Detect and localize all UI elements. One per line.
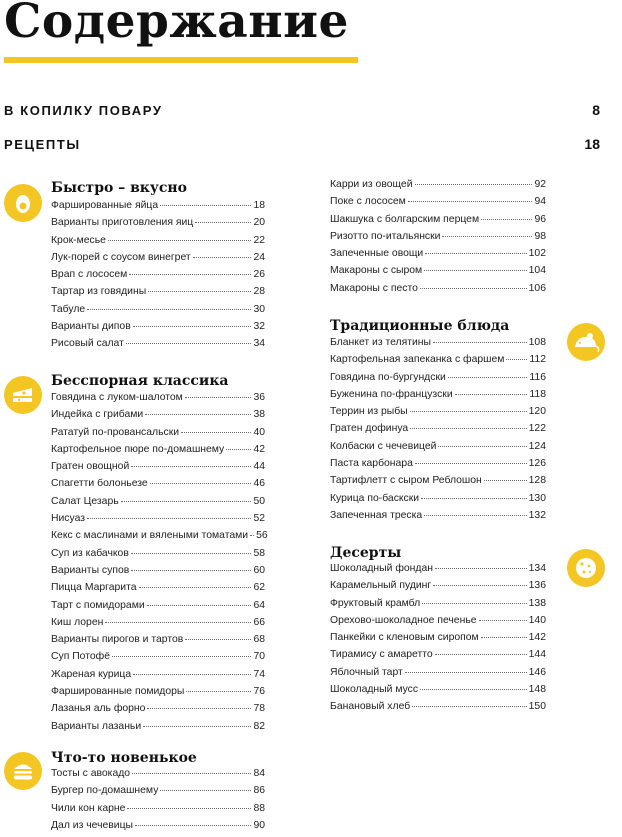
entry-page-number: 64 <box>253 599 265 611</box>
toc-entry[interactable] <box>51 478 265 495</box>
dot-leader <box>150 483 252 484</box>
entry-page-number: 56 <box>256 530 268 542</box>
dot-leader <box>425 253 526 254</box>
toc-entry[interactable] <box>51 200 265 217</box>
dot-leader <box>185 639 251 640</box>
entry-page-number: 68 <box>253 634 265 646</box>
dot-leader <box>424 270 526 271</box>
section-title-traditional: Традиционные блюда <box>330 318 510 334</box>
dot-leader <box>420 288 527 289</box>
section-title-classics: Бесспорная классика <box>51 373 229 389</box>
entry-title: Карри из овощей <box>330 179 413 190</box>
dot-leader <box>455 394 528 395</box>
toc-entry[interactable] <box>51 803 265 820</box>
entry-page-number: 38 <box>253 409 265 421</box>
entry-page-number: 20 <box>253 217 265 229</box>
entry-title: Карамельный пудинг <box>330 580 432 592</box>
entry-page-number: 50 <box>253 495 265 507</box>
entry-title: Курица по-баскски <box>330 492 420 504</box>
dot-leader <box>135 825 251 826</box>
entry-page-number: 52 <box>253 513 265 525</box>
toc-entry[interactable] <box>330 580 546 597</box>
section-list-continued <box>330 179 546 300</box>
entry-page-number: 136 <box>528 580 546 592</box>
dot-leader <box>484 480 527 481</box>
toc-entry[interactable] <box>330 196 546 213</box>
toc-entry[interactable] <box>51 785 265 802</box>
toc-entry[interactable] <box>51 269 265 286</box>
toc-entry[interactable] <box>51 235 265 252</box>
entry-title: Фруктовый крамбл <box>330 597 421 609</box>
entry-title: Макароны с песто <box>330 282 418 294</box>
toc-row-recipes[interactable] <box>4 134 600 154</box>
toc-entry[interactable] <box>330 615 546 632</box>
entry-title: Колбаски с чечевицей <box>330 440 437 452</box>
toc-entry[interactable] <box>51 217 265 234</box>
toc-entry[interactable] <box>330 649 546 666</box>
dot-leader <box>481 219 532 220</box>
toc-row-page: 18 <box>584 136 600 152</box>
entry-page-number: 40 <box>253 426 265 438</box>
entry-page-number: 140 <box>528 614 546 626</box>
entry-page-number: 120 <box>528 406 546 418</box>
entry-title: Террин из рыбы <box>330 406 408 418</box>
entry-title: Варианты супов <box>51 564 130 576</box>
entry-title: Картофельное пюре по-домашнему <box>51 443 225 455</box>
entry-title: Варианты лазаньи <box>51 720 142 732</box>
entry-page-number: 78 <box>253 703 265 715</box>
toc-row-label: В КОПИЛКУ ПОВАРУ <box>4 102 163 118</box>
entry-page-number: 118 <box>529 388 546 400</box>
dot-leader <box>420 689 527 690</box>
entry-title: Буженина по-французски <box>330 388 453 400</box>
entry-page-number: 60 <box>253 564 265 576</box>
toc-row-label: РЕЦЕПТЫ <box>4 136 81 152</box>
entry-title: Фаршированные помидоры <box>51 686 185 698</box>
entry-title: Орехово-шоколадное печенье <box>330 614 477 626</box>
entry-page-number: 122 <box>528 423 546 435</box>
entry-title: Бургер по-домашнему <box>51 785 159 797</box>
dot-leader <box>112 656 251 657</box>
toc-entry[interactable] <box>330 389 546 406</box>
entry-page-number: 36 <box>253 392 265 403</box>
entry-title: Картофельная запеканка с фаршем <box>330 354 505 366</box>
section-title-desserts: Десерты <box>330 545 402 561</box>
toc-entry[interactable] <box>51 513 265 530</box>
entry-page-number: 116 <box>529 371 546 383</box>
section-title-quick: Быстро – вкусно <box>51 180 187 196</box>
toc-entry[interactable] <box>330 372 546 389</box>
dot-leader <box>442 236 532 237</box>
toc-entry[interactable] <box>330 475 546 492</box>
entry-title: Табуле <box>51 303 86 315</box>
toc-entry[interactable] <box>330 283 546 300</box>
toc-entry[interactable] <box>330 265 546 282</box>
toc-entry[interactable] <box>51 600 265 617</box>
dot-leader <box>145 414 251 415</box>
entry-title: Говядина по-бургундски <box>330 371 446 383</box>
section-title-new: Что-то новенькое <box>51 750 197 766</box>
entry-title: Запеченные овощи <box>330 248 424 260</box>
entry-title: Крок-месье <box>51 234 106 246</box>
toc-entry[interactable] <box>330 598 546 615</box>
entry-title: Тартифлетт с сыром Реблошон <box>330 475 482 487</box>
dot-leader <box>415 184 533 185</box>
toc-entry[interactable] <box>330 684 546 701</box>
dot-leader <box>147 708 251 709</box>
entry-title: Суп Потофё <box>51 651 110 663</box>
entry-page-number: 62 <box>253 582 265 594</box>
entry-title: Гратен дофинуа <box>330 423 409 435</box>
toc-entry[interactable] <box>330 701 546 718</box>
entry-title: Жареная курица <box>51 668 132 680</box>
entry-title: Тирамису с амаретто <box>330 649 433 661</box>
entry-title: Киш лорен <box>51 616 104 628</box>
entry-page-number: 108 <box>528 337 546 348</box>
page-title: Содержание <box>4 0 349 49</box>
entry-title: Бланкет из телятины <box>330 337 432 348</box>
toc-entry[interactable] <box>330 632 546 649</box>
dot-leader <box>121 501 252 502</box>
entry-title: Пицца Маргарита <box>51 582 137 594</box>
toc-entry[interactable] <box>330 354 546 371</box>
entry-title: Салат Цезарь <box>51 495 119 507</box>
toc-entry[interactable] <box>51 392 265 409</box>
toc-entry[interactable] <box>330 458 546 475</box>
toc-entry[interactable] <box>51 409 265 426</box>
toc-entry[interactable] <box>51 338 265 355</box>
dot-leader <box>129 274 251 275</box>
toc-entry[interactable] <box>330 667 546 684</box>
toc-entry[interactable] <box>51 321 265 338</box>
dot-leader <box>435 654 527 655</box>
entry-title: Поке с лососем <box>330 196 406 208</box>
toc-entry[interactable] <box>330 337 546 354</box>
dot-leader <box>433 585 526 586</box>
dot-leader <box>193 257 252 258</box>
entry-page-number: 92 <box>534 179 546 190</box>
entry-page-number: 142 <box>528 632 546 644</box>
entry-page-number: 26 <box>253 269 265 281</box>
title-underline <box>4 57 358 63</box>
section-list-new <box>51 768 265 837</box>
entry-page-number: 32 <box>253 321 265 333</box>
entry-page-number: 150 <box>528 701 546 713</box>
dot-leader <box>435 568 527 569</box>
entry-page-number: 76 <box>253 686 265 698</box>
cookie-icon <box>567 549 605 587</box>
entry-page-number: 24 <box>253 251 265 263</box>
dot-leader <box>181 432 251 433</box>
entry-page-number: 84 <box>253 768 265 779</box>
burger-icon <box>4 752 42 790</box>
entry-title: Варианты пирогов и тартов <box>51 634 184 646</box>
entry-page-number: 112 <box>529 354 546 366</box>
section-list-classics <box>51 392 268 738</box>
dot-leader <box>131 553 252 554</box>
dot-leader <box>506 359 527 360</box>
dot-leader <box>421 498 527 499</box>
entry-title: Запеченная треска <box>330 509 423 521</box>
entry-title: Варианты приготовления яиц <box>51 217 194 229</box>
entry-title: Тартар из говядины <box>51 286 147 298</box>
entry-page-number: 74 <box>253 668 265 680</box>
toc-entry[interactable] <box>51 548 265 565</box>
entry-page-number: 124 <box>528 440 546 452</box>
toc-entry[interactable] <box>330 493 546 510</box>
dot-leader <box>87 309 251 310</box>
section-list-traditional <box>330 337 546 527</box>
entry-page-number: 42 <box>253 443 265 455</box>
entry-page-number: 66 <box>253 616 265 628</box>
toc-entry[interactable] <box>51 496 265 513</box>
entry-page-number: 88 <box>253 802 265 814</box>
entry-page-number: 130 <box>528 492 546 504</box>
toc-entry[interactable] <box>330 423 546 440</box>
entry-title: Рисовый салат <box>51 338 124 350</box>
toc-row-tips[interactable] <box>4 100 600 120</box>
dot-leader <box>250 535 254 536</box>
dot-leader <box>185 397 252 398</box>
entry-title: Говядина с луком-шалотом <box>51 392 183 403</box>
entry-page-number: 82 <box>253 720 265 732</box>
entry-title: Тосты с авокадо <box>51 768 131 779</box>
entry-title: Рататуй по-провансальски <box>51 426 180 438</box>
toc-entry[interactable] <box>330 214 546 231</box>
section-list-quick <box>51 200 265 356</box>
dot-leader <box>424 515 527 516</box>
dot-leader <box>132 773 251 774</box>
entry-title: Паста карбонара <box>330 458 413 470</box>
dot-leader <box>415 463 527 464</box>
entry-title: Яблочный тарт <box>330 666 403 678</box>
entry-title: Ризотто по-итальянски <box>330 230 441 242</box>
entry-page-number: 58 <box>253 547 265 559</box>
toc-entry[interactable] <box>51 651 265 668</box>
dot-leader <box>481 637 527 638</box>
entry-title: Врап с лососем <box>51 269 128 281</box>
toc-entry[interactable] <box>330 179 546 196</box>
toc-entry[interactable] <box>51 530 268 547</box>
dot-leader <box>133 674 251 675</box>
dot-leader <box>479 620 527 621</box>
entry-page-number: 148 <box>528 684 546 696</box>
toc-entry[interactable] <box>330 563 546 580</box>
entry-title: Лазанья аль форно <box>51 703 146 715</box>
entry-page-number: 86 <box>253 785 265 797</box>
entry-page-number: 30 <box>253 303 265 315</box>
entry-title: Макароны с сыром <box>330 265 423 277</box>
entry-page-number: 44 <box>253 461 265 473</box>
toc-entry[interactable] <box>51 286 265 303</box>
entry-title: Индейка с грибами <box>51 409 144 421</box>
entry-title: Фаршированные яйца <box>51 200 159 211</box>
entry-page-number: 104 <box>528 265 546 277</box>
toc-entry[interactable] <box>330 248 546 265</box>
entry-title: Чили кон карне <box>51 802 126 814</box>
dot-leader <box>412 706 526 707</box>
dot-leader <box>433 342 527 343</box>
section-list-desserts <box>330 563 546 719</box>
dot-leader <box>131 570 251 571</box>
toc-entry[interactable] <box>51 768 265 785</box>
dot-leader <box>131 466 251 467</box>
entry-page-number: 146 <box>528 666 546 678</box>
entry-title: Спагетти болоньезе <box>51 478 148 490</box>
toc-entry[interactable] <box>330 510 546 527</box>
entry-page-number: 94 <box>534 196 546 208</box>
toc-entry[interactable] <box>51 565 265 582</box>
toc-entry[interactable] <box>51 686 265 703</box>
entry-page-number: 28 <box>253 286 265 298</box>
cake-slice-icon <box>4 376 42 414</box>
dot-leader <box>422 603 526 604</box>
toc-entry[interactable] <box>51 669 265 686</box>
entry-title: Банановый хлеб <box>330 701 411 713</box>
entry-page-number: 134 <box>528 563 546 574</box>
entry-title: Тарт с помидорами <box>51 599 145 611</box>
dot-leader <box>438 446 526 447</box>
entry-page-number: 34 <box>253 338 265 350</box>
entry-page-number: 106 <box>528 282 546 294</box>
entry-page-number: 144 <box>528 649 546 661</box>
entry-title: Лук-порей с соусом винегрет <box>51 251 191 263</box>
toc-entry[interactable] <box>51 444 265 461</box>
toc-entry[interactable] <box>51 252 265 269</box>
entry-page-number: 138 <box>528 597 546 609</box>
dot-leader <box>143 726 251 727</box>
dot-leader <box>405 672 527 673</box>
toc-entry[interactable] <box>51 582 265 599</box>
entry-title: Шакшука с болгарским перцем <box>330 213 480 225</box>
dot-leader <box>186 691 251 692</box>
dot-leader <box>139 587 252 588</box>
toc-entry[interactable] <box>51 820 265 837</box>
dot-leader <box>147 605 252 606</box>
entry-title: Дал из чечевицы <box>51 819 134 831</box>
toc-entry[interactable] <box>51 634 265 651</box>
dot-leader <box>410 428 526 429</box>
toc-entry[interactable] <box>330 231 546 248</box>
dot-leader <box>160 790 251 791</box>
entry-title: Панкейки с кленовым сиропом <box>330 632 479 644</box>
entry-title: Варианты дипов <box>51 321 131 333</box>
toc-entry[interactable] <box>51 703 265 720</box>
entry-page-number: 90 <box>253 819 265 831</box>
toc-entry[interactable] <box>51 617 265 634</box>
dot-leader <box>133 326 252 327</box>
entry-page-number: 22 <box>253 234 265 246</box>
dot-leader <box>448 377 528 378</box>
egg-icon <box>4 184 42 222</box>
dot-leader <box>126 343 252 344</box>
entry-title: Нисуаз <box>51 513 86 525</box>
dot-leader <box>127 808 251 809</box>
dot-leader <box>226 449 251 450</box>
toc-entry[interactable] <box>51 304 265 321</box>
entry-title: Гратен овощной <box>51 461 130 473</box>
toc-row-page: 8 <box>592 102 600 118</box>
entry-title: Суп из кабачков <box>51 547 129 559</box>
toc-entry[interactable] <box>330 406 546 423</box>
entry-title: Шоколадный фондан <box>330 563 433 574</box>
entry-page-number: 98 <box>534 230 546 242</box>
entry-page-number: 96 <box>534 213 546 225</box>
dot-leader <box>408 201 533 202</box>
dot-leader <box>148 291 251 292</box>
entry-page-number: 126 <box>528 458 546 470</box>
dot-leader <box>160 205 251 206</box>
entry-title: Шоколадный мусс <box>330 684 419 696</box>
toc-entry[interactable] <box>51 461 265 478</box>
entry-page-number: 128 <box>528 475 546 487</box>
entry-page-number: 132 <box>528 509 546 521</box>
toc-entry[interactable] <box>330 441 546 458</box>
dot-leader <box>195 222 251 223</box>
entry-page-number: 102 <box>528 248 546 260</box>
mouse-icon <box>567 323 605 361</box>
dot-leader <box>410 411 527 412</box>
entry-page-number: 18 <box>253 200 265 211</box>
dot-leader <box>105 622 251 623</box>
entry-page-number: 46 <box>253 478 265 490</box>
entry-page-number: 70 <box>253 651 265 663</box>
entry-title: Кекс с маслинами и вялеными томатами <box>51 530 249 542</box>
toc-entry[interactable] <box>51 721 265 738</box>
dot-leader <box>108 240 252 241</box>
toc-entry[interactable] <box>51 427 265 444</box>
dot-leader <box>87 518 251 519</box>
